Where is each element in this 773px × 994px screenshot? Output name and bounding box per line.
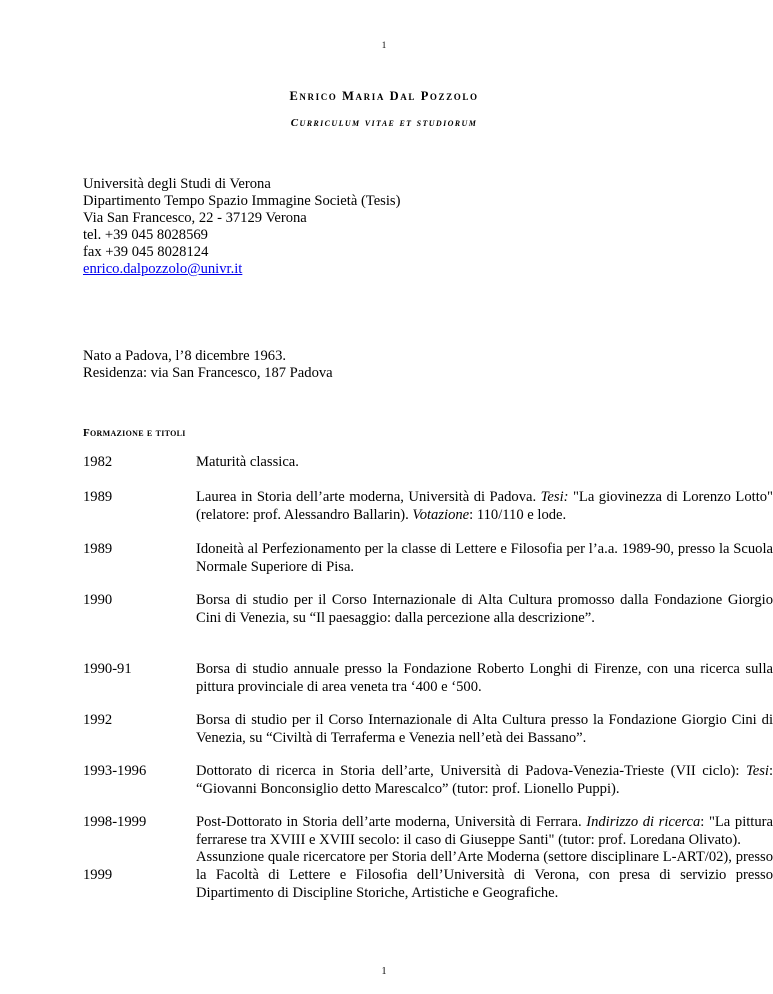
address-tel: tel. +39 045 8028569 xyxy=(83,227,208,243)
ricerca-label: Indirizzo di ricerca xyxy=(586,814,701,830)
entry-text: Assunzione quale ricercatore per Storia dell’Arte Moderna (settore disciplinare L-ART/02), presso la Facoltà di Lettere e Filosofia dell’Università di Verona, con presa di servizio presso Dipartimento di Discipline Storiche, Artistiche e Geografiche. xyxy=(196,849,773,901)
address-block xyxy=(83,176,400,278)
page-number-top: 1 xyxy=(381,40,387,50)
document-title: Enrico Maria Dal Pozzolo xyxy=(289,89,479,103)
birth-block xyxy=(83,348,333,382)
address-street: Via San Francesco, 22 - 37129 Verona xyxy=(83,210,307,226)
entry-text: Maturità classica. xyxy=(196,454,299,470)
email-link[interactable]: enrico.dalpozzolo@univr.it xyxy=(83,261,243,277)
tesi-label: Tesi xyxy=(745,763,769,779)
entry-year: 1990 xyxy=(83,592,113,608)
tesi-label: Tesi: xyxy=(540,489,569,505)
residence-info: Residenza: via San Francesco, 187 Padova xyxy=(83,365,333,381)
entry-text: Laurea in Storia dell’arte moderna, Università di Padova. Tesi: "La giovinezza di Lorenzo Lotto" (relatore: prof. Alessandro Ballarin). Votazione: 110/110 e lode. xyxy=(196,489,773,523)
address-fax: fax +39 045 8028124 xyxy=(83,244,209,260)
entry-year: 1990-91 xyxy=(83,661,132,677)
page-number-bottom: 1 xyxy=(381,966,387,977)
entry-year: 1989 xyxy=(83,541,113,557)
document-subtitle: Curriculum vitae et studiorum xyxy=(290,117,478,129)
entry-text: Idoneità al Perfezionamento per la classe di Lettere e Filosofia per l’a.a. 1989-90, presso la Scuola Normale Superiore di Pisa. xyxy=(196,541,773,575)
entry-text: Post-Dottorato in Storia dell’arte moderna, Università di Ferrara. Indirizzo di ricerca: "La pittura ferrarese tra XVIII e XVIII secolo: il caso di Giuseppe Santi" (tutor: prof. Loredana Olivato). xyxy=(196,814,773,848)
entry-text: Borsa di studio per il Corso Internazionale di Alta Cultura presso la Fondazione Giorgio Cini di Venezia, su “Civiltà di Terraferma e Venezia nell’età dei Bassano”. xyxy=(196,712,773,746)
entry-year: 1989 xyxy=(83,489,113,505)
section-heading: Formazione e titoli xyxy=(83,427,186,439)
entry-text: Borsa di studio per il Corso Internazionale di Alta Cultura promosso dalla Fondazione Giorgio Cini di Venezia, su “Il paesaggio: dalla percezione alla descrizione”. xyxy=(196,592,773,626)
entry-year: 1993-1996 xyxy=(83,763,147,779)
entry-year: 1982 xyxy=(83,454,113,470)
entry-year: 1999 xyxy=(83,867,113,883)
entry-year: 1992 xyxy=(83,712,113,728)
votazione-label: Votazione xyxy=(412,507,470,523)
entry-year: 1998-1999 xyxy=(83,814,147,830)
address-university: Università degli Studi di Verona xyxy=(83,176,271,192)
birth-info: Nato a Padova, l’8 dicembre 1963. xyxy=(83,348,287,364)
entry-text: Dottorato di ricerca in Storia dell’arte, Università di Padova-Venezia-Trieste (VII ciclo): Tesi: “Giovanni Bonconsiglio detto Marescalco” (tutor: prof. Lionello Puppi). xyxy=(196,763,773,797)
entry-text: Borsa di studio annuale presso la Fondazione Roberto Longhi di Firenze, con una ricerca sulla pittura provinciale di area veneta tra ‘400 e ‘500. xyxy=(196,661,773,695)
address-department: Dipartimento Tempo Spazio Immagine Società (Tesis) xyxy=(83,193,401,209)
